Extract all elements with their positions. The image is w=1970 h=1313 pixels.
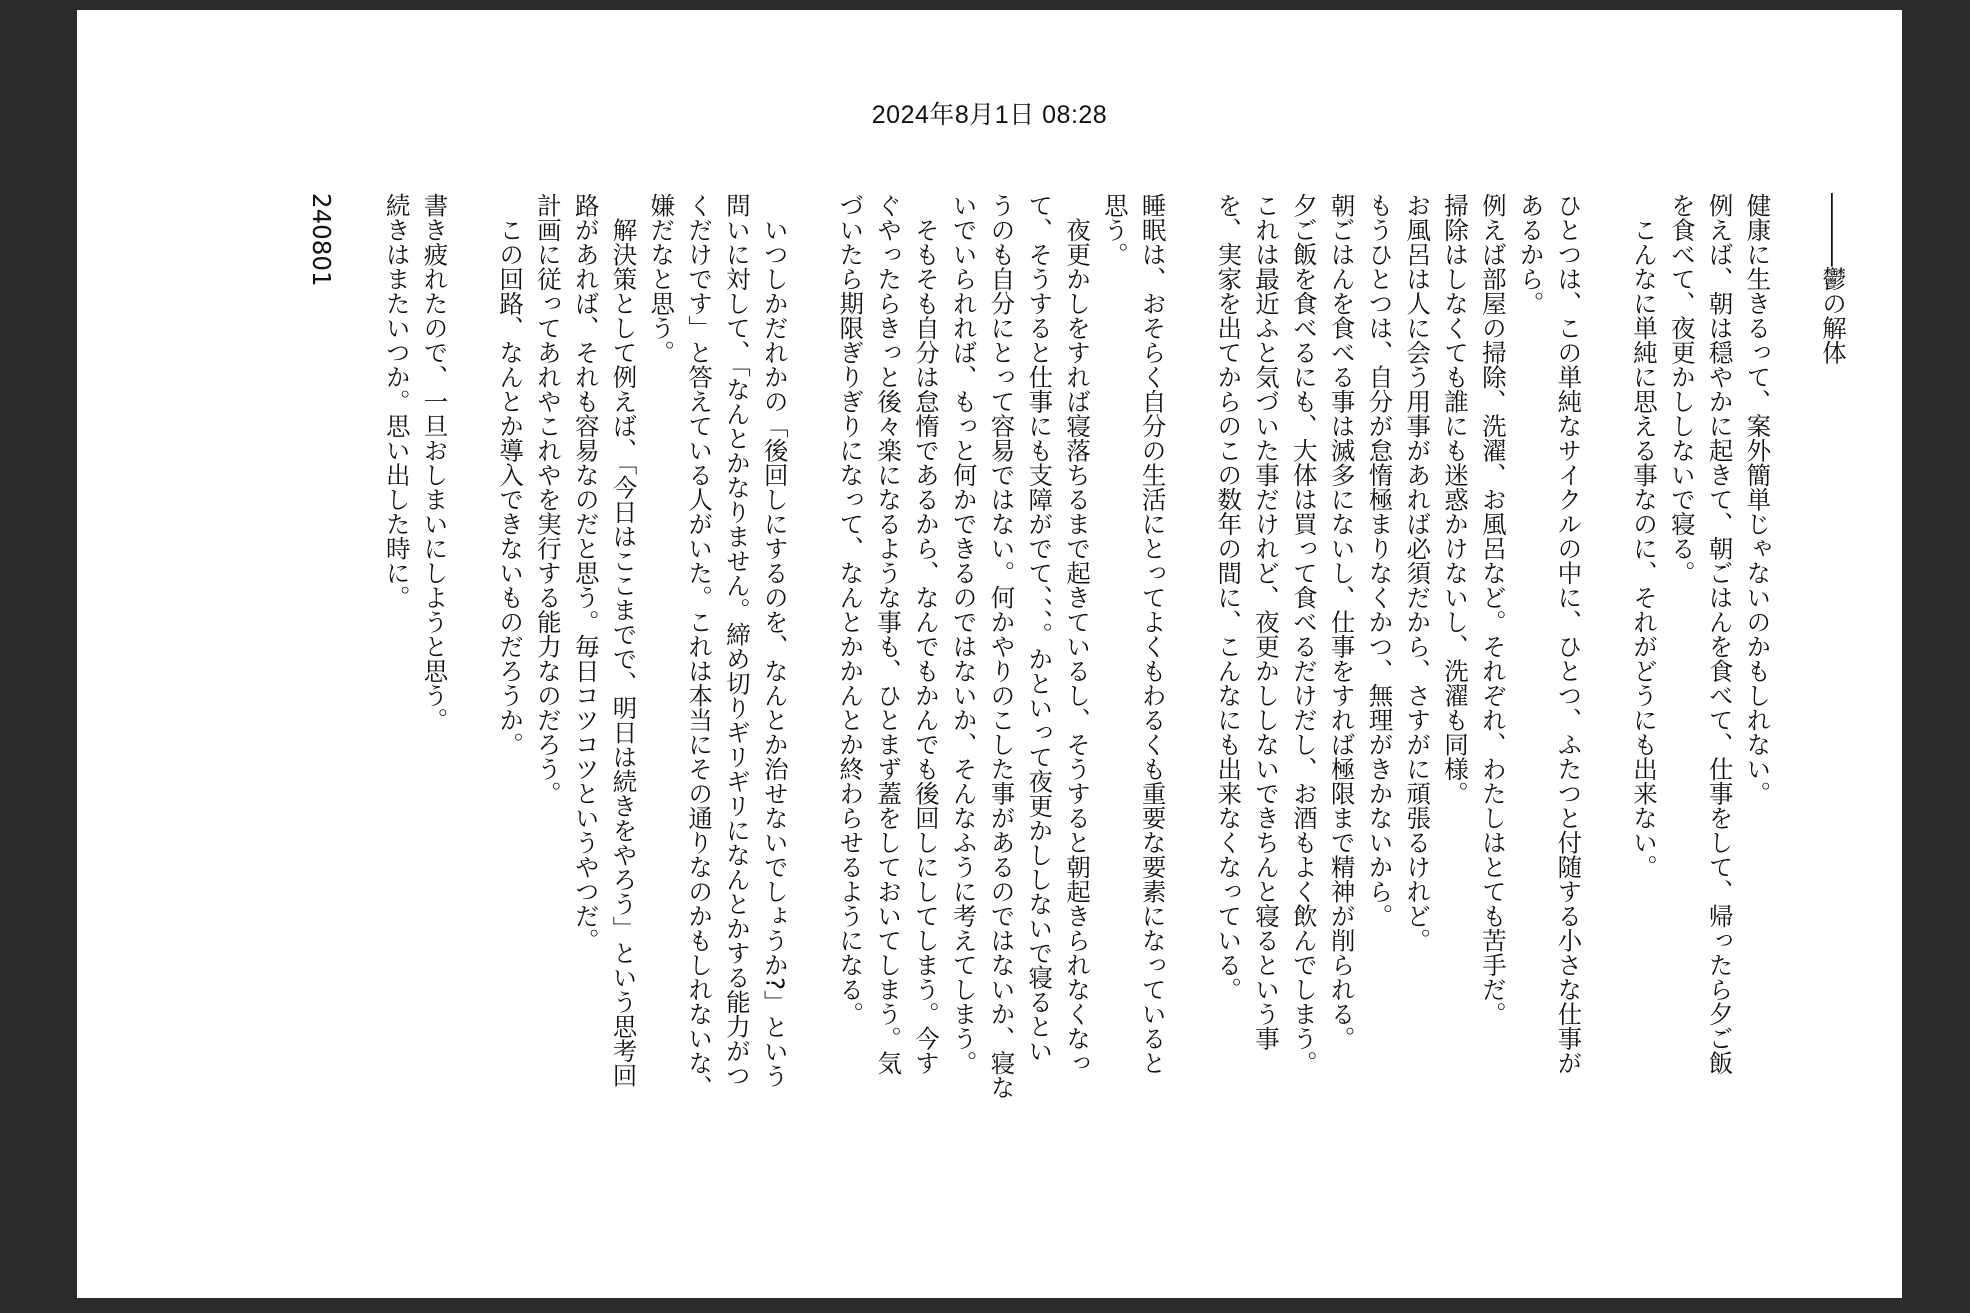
text-line: 睡眠は、おそらく自分の生活にとってよくもわるくも重要な要素になっていると bbox=[1138, 193, 1168, 1075]
text-line: 例えば部屋の掃除、洗濯、お風呂など。それぞれ、わたしはとても苦手だ。 bbox=[1478, 193, 1508, 1026]
text-line: 朝ごはんを食べる事は滅多にないし、仕事をすれば極限まで精神が削られる。 bbox=[1327, 193, 1357, 1051]
text-line: 例えば、朝は穏やかに起きて、朝ごはんを食べて、仕事をして、帰ったら夕ご飯 bbox=[1705, 193, 1735, 1075]
text-line: 続きはまたいつか。思い出した時に。 bbox=[382, 193, 412, 610]
text-line: 嫌だなと思う。 bbox=[647, 193, 677, 365]
text-line: これは最近ふと気づいた事だけれど、夜更かししないできちんと寝るという事 bbox=[1252, 193, 1282, 1051]
text-line: 240801 bbox=[307, 193, 337, 287]
text-line: 計画に従ってあれやこれやを実行する能力なのだろう。 bbox=[533, 193, 563, 806]
text-line: ―――鬱の解体 bbox=[1819, 193, 1848, 365]
text-line: 問いに対して、「なんとかなりません。締め切りギリギリになんとかする能力がつ bbox=[722, 193, 752, 1088]
text-line: て、そうすると仕事にも支障がでて、、、。かといって夜更かししないで寝るとい bbox=[1025, 193, 1055, 1063]
document-timestamp: 2024年8月1日 08:28 bbox=[871, 101, 1108, 129]
text-line: そもそも自分は怠惰であるから、なんでもかんでも後回しにしてしまう。今す bbox=[911, 193, 941, 1075]
text-line: 健康に生きるって、案外簡単じゃないのかもしれない。 bbox=[1743, 193, 1773, 806]
text-line: 思う。 bbox=[1100, 193, 1130, 267]
text-line: いでいられれば、もっと何かできるのではないか、そんなふうに考えてしまう。 bbox=[949, 193, 979, 1075]
text-line: を食べて、夜更かししないで寝る。 bbox=[1667, 193, 1697, 585]
text-line: 夕ご飯を食べるにも、大体は買って食べるだけだし、お酒もよく飲んでしまう。 bbox=[1289, 193, 1319, 1075]
text-line: 解決策として例えば、「今日はここまでで、明日は続きをやろう」という思考回 bbox=[609, 193, 639, 1088]
blank-line bbox=[340, 193, 378, 1293]
text-line: もうひとつは、自分が怠惰極まりなくかつ、無理がきかないから。 bbox=[1365, 193, 1395, 928]
text-line: 掃除はしなくても誰にも迷惑かけないし、洗濯も同様。 bbox=[1441, 193, 1471, 806]
text-line: 夜更かしをすれば寝落ちるまで起きているし、そうすると朝起きられなくなっ bbox=[1063, 193, 1093, 1075]
blank-line bbox=[1776, 193, 1814, 1293]
text-line: うのも自分にとって容易ではない。何かやりのこした事があるのではないか、寝な bbox=[987, 193, 1017, 1100]
text-line: を、実家を出てからのこの数年の間に、こんなにも出来なくなっている。 bbox=[1214, 193, 1244, 1002]
text-line: いつしかだれかの「後回しにするのを、なんとか治せないでしょうか?」という bbox=[760, 193, 790, 1089]
text-line: づいたら期限ぎりぎりになって、なんとかかんとか終わらせるようになる。 bbox=[836, 193, 866, 1026]
text-line: あるから。 bbox=[1516, 193, 1546, 316]
text-line: ひとつは、この単純なサイクルの中に、ひとつ、ふたつと付随する小さな仕事が bbox=[1554, 193, 1584, 1075]
blank-line bbox=[1587, 193, 1625, 1293]
blank-line bbox=[794, 193, 832, 1293]
text-line: お風呂は人に会う用事があれば必須だから、さすがに頑張るけれど。 bbox=[1403, 193, 1433, 953]
text-line: 書き疲れたので、一旦おしまいにしようと思う。 bbox=[420, 193, 450, 732]
text-line: 路があれば、それも容易なのだと思う。毎日コツコツというやつだ。 bbox=[571, 193, 601, 953]
text-line: こんなに単純に思える事なのに、それがどうにも出来ない。 bbox=[1630, 193, 1660, 879]
blank-line bbox=[1172, 193, 1210, 1293]
text-line: ぐやったらきっと後々楽になるような事も、ひとまず蓋をしておいてしまう。気 bbox=[874, 193, 904, 1075]
text-line: この回路、なんとか導入できないものだろうか。 bbox=[496, 193, 526, 757]
document-page bbox=[77, 10, 1902, 1298]
blank-line bbox=[454, 193, 492, 1293]
vertical-text-body bbox=[302, 193, 1852, 1293]
text-line: くだけです」と答えている人がいた。これは本当にその通りなのかもしれないな、 bbox=[685, 193, 715, 1100]
